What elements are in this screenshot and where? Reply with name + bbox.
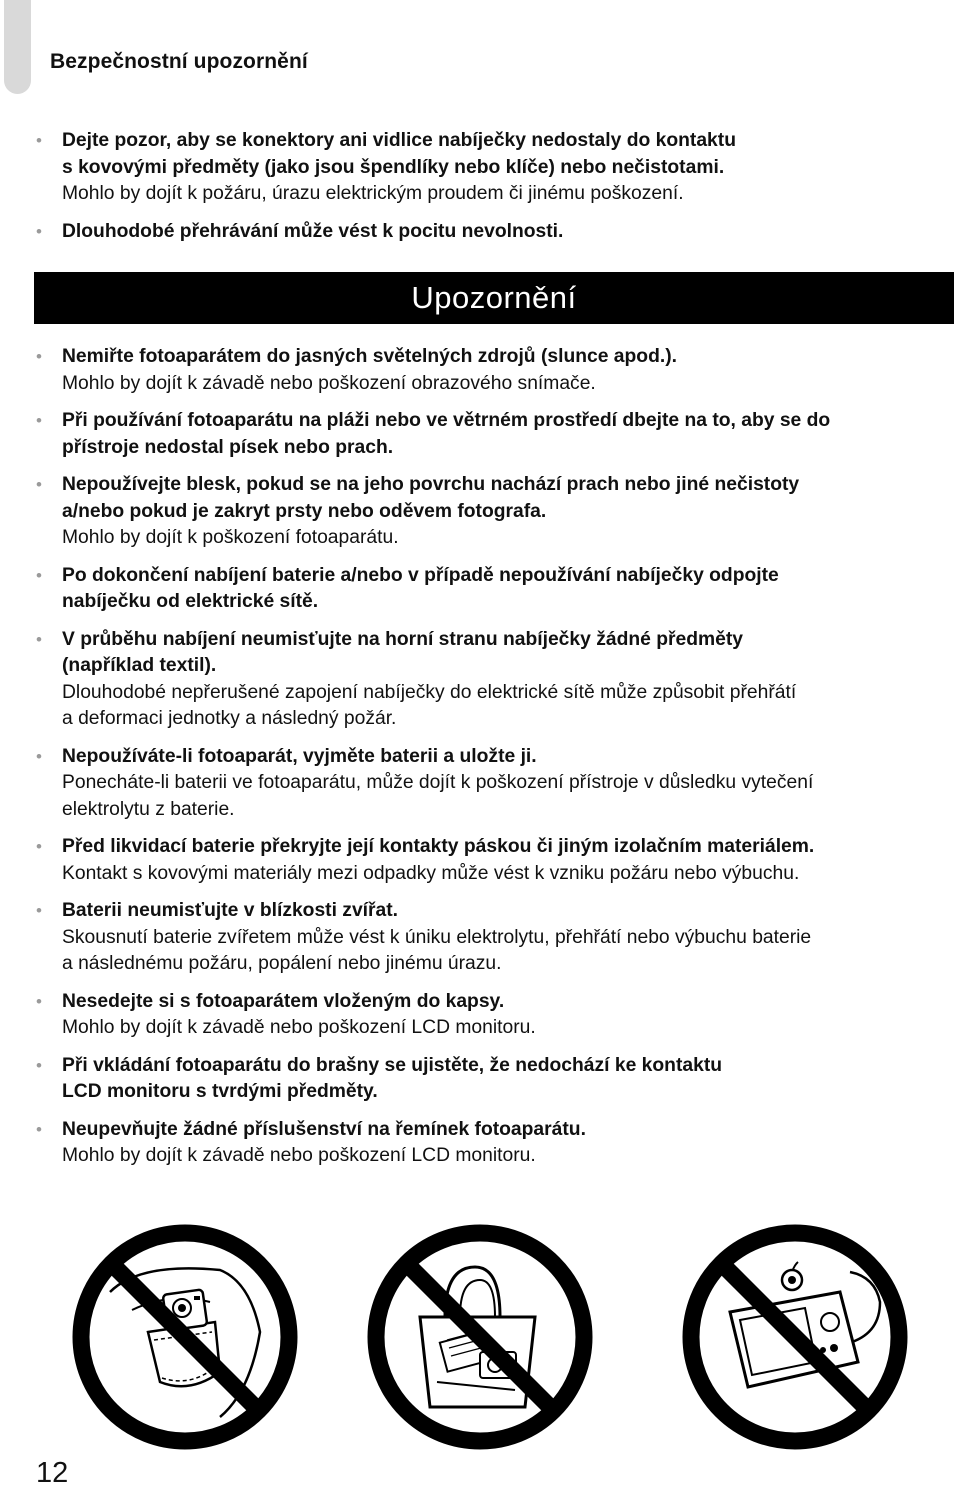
item-bold-line: Dejte pozor, aby se konektory ani vidlice nabíječky nedostaly do kontaktu xyxy=(62,130,736,151)
list-item xyxy=(0,344,960,397)
item-bold-line: Nepoužíváte-li fotoaparát, vyjměte baterii a uložte ji. xyxy=(62,745,537,767)
list-item xyxy=(0,898,960,978)
item-bold-line: Při používání fotoaparátu na pláži nebo ve větrném prostředí dbejte na to, aby se do xyxy=(62,410,831,431)
item-bold-line: LCD monitoru s tvrdými předměty. xyxy=(62,1081,378,1102)
item-note-line: Dlouhodobé nepřerušené zapojení nabíječky do elektrické sítě může způsobit přehřátí xyxy=(62,681,797,703)
list-item xyxy=(0,219,960,246)
item-bold-line: Nemiřte fotoaparátem do jasných světelných zdrojů (slunce apod.). xyxy=(62,346,677,367)
list-item xyxy=(0,1053,960,1106)
bullet-icon: • xyxy=(36,837,42,856)
bullet-icon: • xyxy=(36,221,42,241)
item-note-line: a následnému požáru, popálení nebo jinému úrazu. xyxy=(62,953,502,974)
item-bold-line: (například textil). xyxy=(62,655,217,676)
list-item xyxy=(0,1117,960,1170)
bullet-icon: • xyxy=(36,565,42,585)
section-tab xyxy=(4,0,31,94)
camera-in-back-pocket-prohibited-icon xyxy=(70,1222,300,1452)
bullet-icon: • xyxy=(36,1119,42,1139)
item-note-line: Mohlo by dojít k poškození fotoaparátu. xyxy=(62,527,399,548)
item-note-line: Mohlo by dojít k závadě nebo poškození obrazového snímače. xyxy=(62,372,596,394)
item-note-line: elektrolytu z baterie. xyxy=(62,798,235,820)
bullet-icon: • xyxy=(36,411,42,430)
item-bold-line: přístroje nedostal písek nebo prach. xyxy=(62,436,394,458)
caution-heading: Upozornění xyxy=(34,272,954,324)
list-item xyxy=(0,989,960,1042)
item-bold-line: nabíječku od elektrické sítě. xyxy=(62,591,319,612)
list-item xyxy=(0,128,960,208)
list-item xyxy=(0,563,960,616)
item-note-line: Mohlo by dojít k požáru, úrazu elektrickým proudem či jinému poškození. xyxy=(62,183,684,204)
item-bold-line: Nesedejte si s fotoaparátem vloženým do kapsy. xyxy=(62,990,505,1012)
bullet-icon: • xyxy=(36,1055,42,1075)
warning-list xyxy=(0,128,960,256)
item-bold-line: s kovovými předměty (jako jsou špendlíky nebo klíče) nebo nečistotami. xyxy=(62,156,725,178)
item-note-line: Mohlo by dojít k závadě nebo poškození LCD monitoru. xyxy=(62,1017,536,1038)
bullet-icon: • xyxy=(36,746,42,766)
bullet-icon: • xyxy=(36,131,42,150)
item-bold-line: Dlouhodobé přehrávání může vést k pocitu nevolnosti. xyxy=(62,220,564,242)
page-number: 12 xyxy=(36,1457,69,1489)
item-bold-line: Při vkládání fotoaparátu do brašny se ujistěte, že nedochází ke kontaktu xyxy=(62,1054,723,1076)
item-bold-line: Nepoužívejte blesk, pokud se na jeho povrchu nachází prach nebo jiné nečistoty xyxy=(62,474,800,495)
item-bold-line: a/nebo pokud je zakryt prsty nebo oděvem fotografa. xyxy=(62,500,547,522)
bullet-icon: • xyxy=(36,347,42,366)
bullet-icon: • xyxy=(36,991,42,1011)
item-bold-line: Neupevňujte žádné příslušenství na řemínek fotoaparátu. xyxy=(62,1118,586,1140)
item-note-line: Ponecháte-li baterii ve fotoaparátu, může dojít k poškození přístroje v důsledku vytečení xyxy=(62,772,814,793)
item-note-line: Kontakt s kovovými materiály mezi odpadky může vést k vzniku požáru nebo výbuchu. xyxy=(62,862,800,884)
bullet-icon: • xyxy=(36,629,42,649)
bullet-icon: • xyxy=(36,475,42,494)
camera-in-bag-prohibited-icon xyxy=(365,1222,595,1452)
section-title: Bezpečnostní upozornění xyxy=(50,50,308,73)
list-item xyxy=(0,627,960,733)
item-bold-line: Po dokončení nabíjení baterie a/nebo v případě nepoužívání nabíječky odpojte xyxy=(62,564,779,586)
item-bold-line: V průběhu nabíjení neumisťujte na horní stranu nabíječky žádné předměty xyxy=(62,628,744,650)
item-bold-line: Před likvidací baterie překryjte její kontakty páskou či jiným izolačním materiálem. xyxy=(62,836,815,857)
item-note-line: a deformaci jednotky a následný požár. xyxy=(62,708,397,729)
list-item xyxy=(0,408,960,461)
item-note-line: Skousnutí baterie zvířetem může vést k úniku elektrolytu, přehřátí nebo výbuchu baterie xyxy=(62,926,812,948)
item-note-line: Mohlo by dojít k závadě nebo poškození LCD monitoru. xyxy=(62,1145,536,1166)
accessories-on-strap-prohibited-icon xyxy=(680,1222,910,1452)
list-item xyxy=(0,472,960,552)
list-item xyxy=(0,744,960,824)
list-item xyxy=(0,834,960,887)
item-bold-line: Baterii neumisťujte v blízkosti zvířat. xyxy=(62,900,399,921)
bullet-icon: • xyxy=(36,901,42,920)
caution-list xyxy=(0,344,960,1181)
